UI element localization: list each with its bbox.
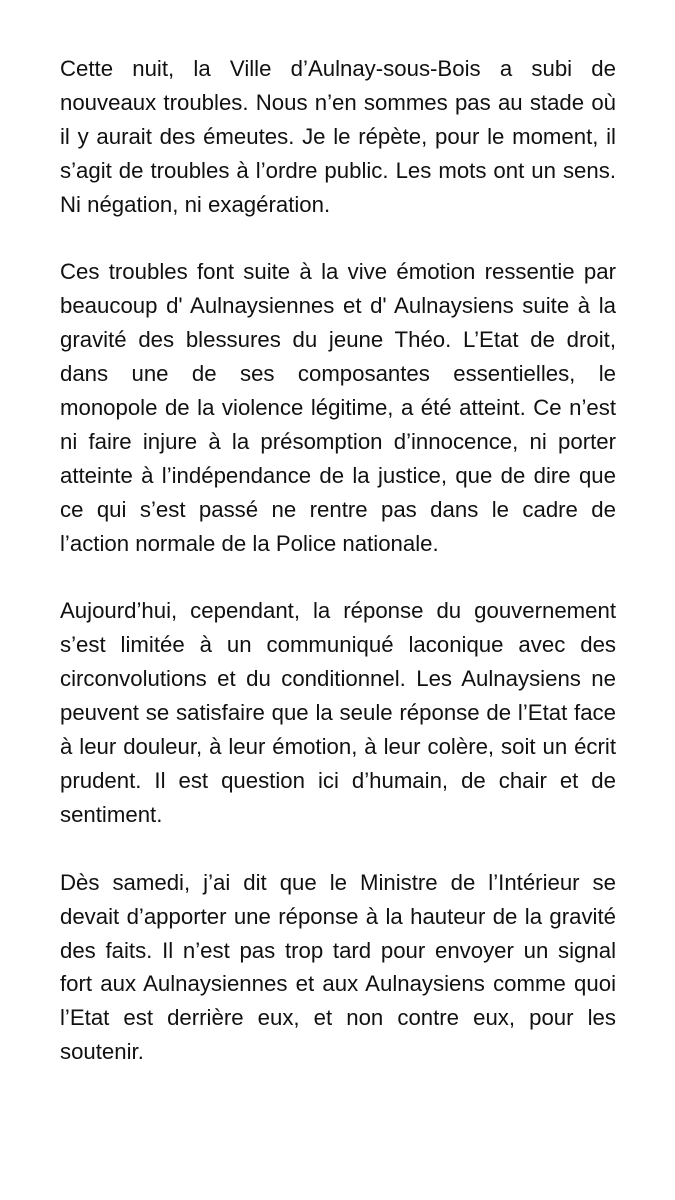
paragraph-3: Aujourd’hui, cependant, la réponse du gouvernement s’est limitée à un communiqué laconique avec des circonvolutions et du conditionnel. Les Aulnaysiens ne peuvent se satisfaire que la seule réponse de l’Etat face à leur douleur, à leur émotion, à leur colère, soit un écrit prudent. Il est question ici d’humain, de chair et de sentiment. (60, 598, 616, 827)
document-body (60, 52, 616, 1069)
paragraph-4: Dès samedi, j’ai dit que le Ministre de l’Intérieur se devait d’apporter une réponse à la hauteur de la gravité des faits. Il n’est pas trop tard pour envoyer un signal fort aux Aulnaysiennes et aux Aulnaysiens comme quoi l’Etat est derrière eux, et non contre eux, pour les soutenir. (60, 869, 616, 1065)
paragraph-2: Ces troubles font suite à la vive émotion ressentie par beaucoup d' Aulnaysiennes et d' Aulnaysiens suite à la gravité des blessures du jeune Théo. L’Etat de droit, dans une de ses composantes essentielles, le monopole de la violence légitime, a été atteint. Ce n’est ni faire injure à la présomption d’innocence, ni porter atteinte à l’indépendance de la justice, que de dire que ce qui s’est passé ne rentre pas dans le cadre de l’action normale de la Police nationale. (60, 259, 616, 556)
paragraph-1: Cette nuit, la Ville d’Aulnay-sous-Bois a subi de nouveaux troubles. Nous n’en sommes pas au stade où il y aurait des émeutes. Je le répète, pour le moment, il s’agit de troubles à l’ordre public. Les mots ont un sens. Ni négation, ni exagération. (60, 56, 616, 217)
